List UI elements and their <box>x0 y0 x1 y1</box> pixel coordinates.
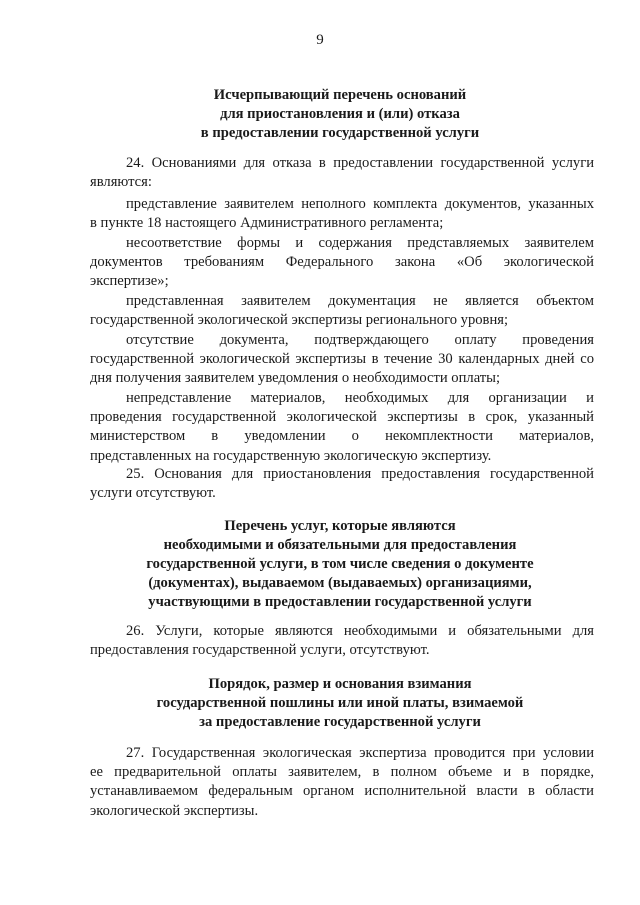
paragraph-25 <box>90 465 594 503</box>
heading-line: Перечень услуг, которые являются <box>224 518 456 534</box>
text-line: услуги отсутствуют. <box>90 485 216 502</box>
text-line: представленная заявителем документация не является объектом <box>126 293 594 309</box>
text-line: экспертизе»; <box>90 273 169 290</box>
text-line: государственной экологической экспертизы в течение 30 календарных дней со <box>90 351 594 368</box>
heading-line: за предоставление государственной услуги <box>199 714 481 730</box>
paragraph-27 <box>90 744 594 821</box>
heading-line: Порядок, размер и основания взимания <box>208 676 472 692</box>
paragraph-24-item-4 <box>90 331 594 389</box>
paragraph-24 <box>90 154 594 192</box>
paragraph-24-item-2 <box>90 234 594 292</box>
heading-line: Исчерпывающий перечень оснований <box>213 87 467 103</box>
text-line: государственной экологической экспертизы регионального уровня; <box>90 312 509 329</box>
text-line: ее предварительной оплаты заявителем, в полном объеме и в порядке, <box>90 764 594 781</box>
paragraph-26 <box>90 622 594 660</box>
text-line: отсутствие документа, подтверждающего оплату проведения <box>126 332 594 348</box>
text-line: 24. Основаниями для отказа в предоставлении государственной услуги <box>126 155 594 171</box>
section-heading-grounds-for-refusal <box>60 86 620 143</box>
heading-line: участвующими в предоставлении государственной услуги <box>148 594 532 610</box>
text-line: экологической экспертизы. <box>90 802 259 819</box>
paragraph-24-item-3 <box>90 292 594 330</box>
heading-line: для приостановления и (или) отказа <box>220 106 460 122</box>
page-number: 9 <box>316 32 324 48</box>
text-line: в пункте 18 настоящего Административного регламента; <box>90 215 444 232</box>
text-line: предоставления государственной услуги, отсутствуют. <box>90 642 430 659</box>
heading-line: в предоставлении государственной услуги <box>200 125 480 141</box>
heading-line: государственной пошлины или иной платы, взимаемой <box>156 695 524 711</box>
text-line: 27. Государственная экологическая экспертиза проводится при условии <box>126 745 594 761</box>
text-line: проведения государственной экологической экспертизы в срок, указанный <box>90 409 594 426</box>
heading-line: необходимыми и обязательными для предоставления <box>163 537 517 553</box>
text-line: несоответствие формы и содержания представляемых заявителем <box>126 235 594 251</box>
text-line: представленных на государственную экологическую экспертизу. <box>90 447 492 464</box>
section-heading-required-services <box>60 517 620 612</box>
text-line: непредставление материалов, необходимых для организации и <box>126 390 594 406</box>
text-line: 25. Основания для приостановления предоставления государственной <box>126 466 594 482</box>
text-line: являются: <box>90 174 152 191</box>
text-line: министерством в уведомлении о некомплектности материалов, <box>90 428 594 445</box>
text-line: документов требованиям Федерального закона «Об экологической <box>90 254 594 271</box>
text-line: дня получения заявителем уведомления о необходимости оплаты; <box>90 370 501 387</box>
heading-line: (документах), выдаваемом (выдаваемых) организациями, <box>148 575 532 591</box>
heading-line: государственной услуги, в том числе сведения о документе <box>146 556 534 572</box>
paragraph-24-item-1 <box>90 195 594 233</box>
section-heading-fees <box>60 675 620 732</box>
text-line: представление заявителем неполного комплекта документов, указанных <box>126 196 594 212</box>
paragraph-24-item-5 <box>90 389 594 466</box>
text-line: 26. Услуги, которые являются необходимыми и обязательными для <box>126 623 594 639</box>
text-line: устанавливаемом федеральным органом исполнительной власти в области <box>90 783 594 800</box>
